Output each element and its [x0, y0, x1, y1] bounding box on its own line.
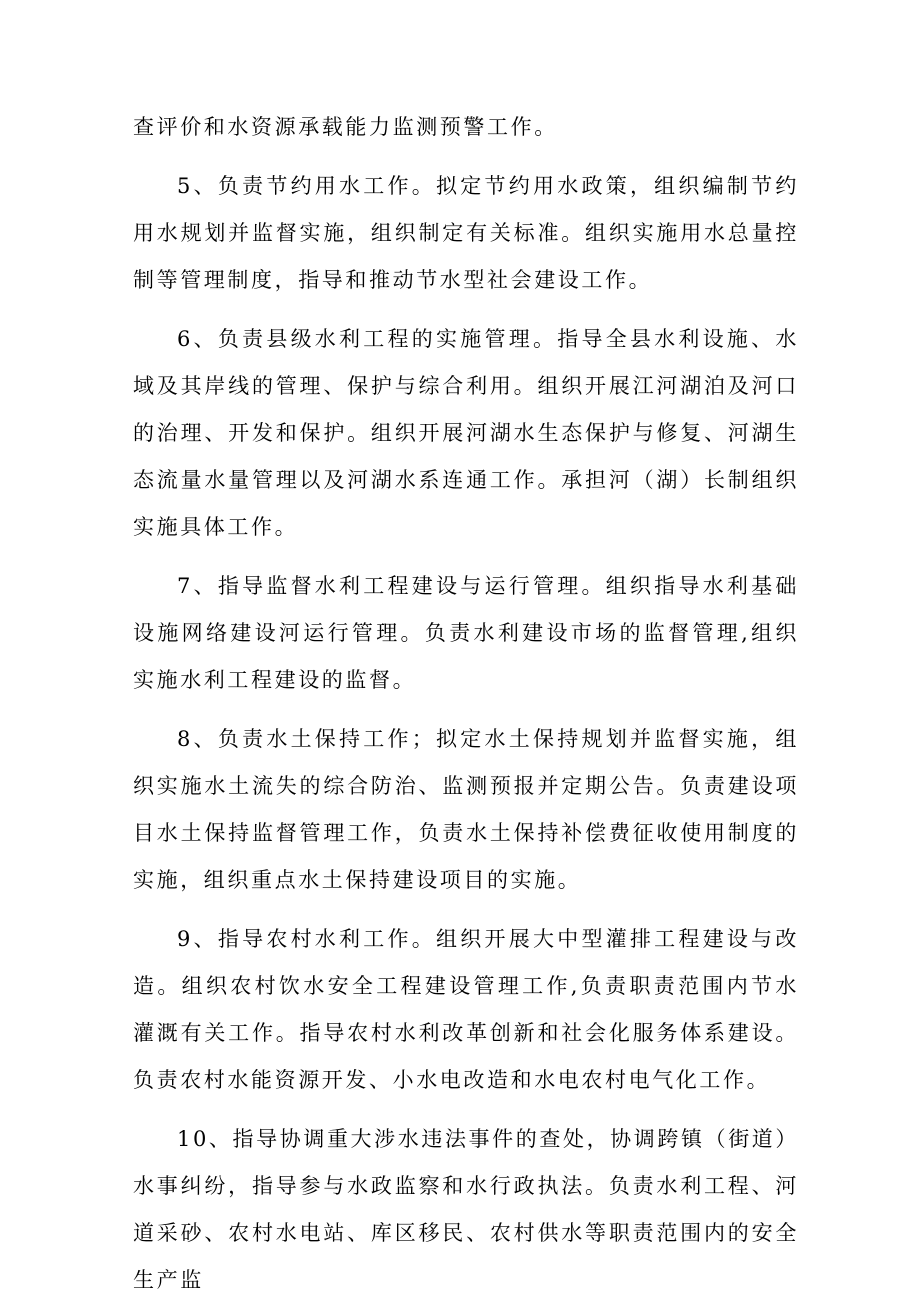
document-body: [133, 104, 799, 1304]
paragraph-item-9: 9、指导农村水利工作。组织开展大中型灌排工程建设与改造。组织农村饮水安全工程建设管理工作,负责职责范围内节水灌溉有关工作。指导农村水利改革创新和社会化服务体系建设。负责农村水能资源开发、小水电改造和水电农村电气化工作。: [133, 927, 799, 1092]
paragraph-item-7: 7、指导监督水利工程建设与运行管理。组织指导水利基础设施网络建设河运行管理。负责水利建设市场的监督管理,组织实施水利工程建设的监督。: [133, 574, 799, 692]
paragraph-continuation: 查评价和水资源承载能力监测预警工作。: [133, 115, 558, 139]
paragraph-item-8: 8、负责水土保持工作；拟定水土保持规划并监督实施，组织实施水土流失的综合防治、监测预报并定期公告。负责建设项目水土保持监督管理工作，负责水土保持补偿费征收使用制度的实施，组织重点水土保持建设项目的实施。: [133, 727, 799, 892]
paragraph-item-5: 5、负责节约用水工作。拟定节约用水政策，组织编制节约用水规划并监督实施，组织制定有关标准。组织实施用水总量控制等管理制度，指导和推动节水型社会建设工作。: [133, 174, 799, 292]
paragraph-item-6: 6、负责县级水利工程的实施管理。指导全县水利设施、水域及其岸线的管理、保护与综合利用。组织开展江河湖泊及河口的治理、开发和保护。组织开展河湖水生态保护与修复、河湖生态流量水量管理以及河湖水系连通工作。承担河（湖）长制组织实施具体工作。: [133, 327, 799, 539]
paragraph-item-10: 10、指导协调重大涉水违法事件的查处，协调跨镇（街道）水事纠纷，指导参与水政监察和水行政执法。负责水利工程、河道采砂、农村水电站、库区移民、农村供水等职责范围内的安全生产监: [133, 1127, 799, 1292]
